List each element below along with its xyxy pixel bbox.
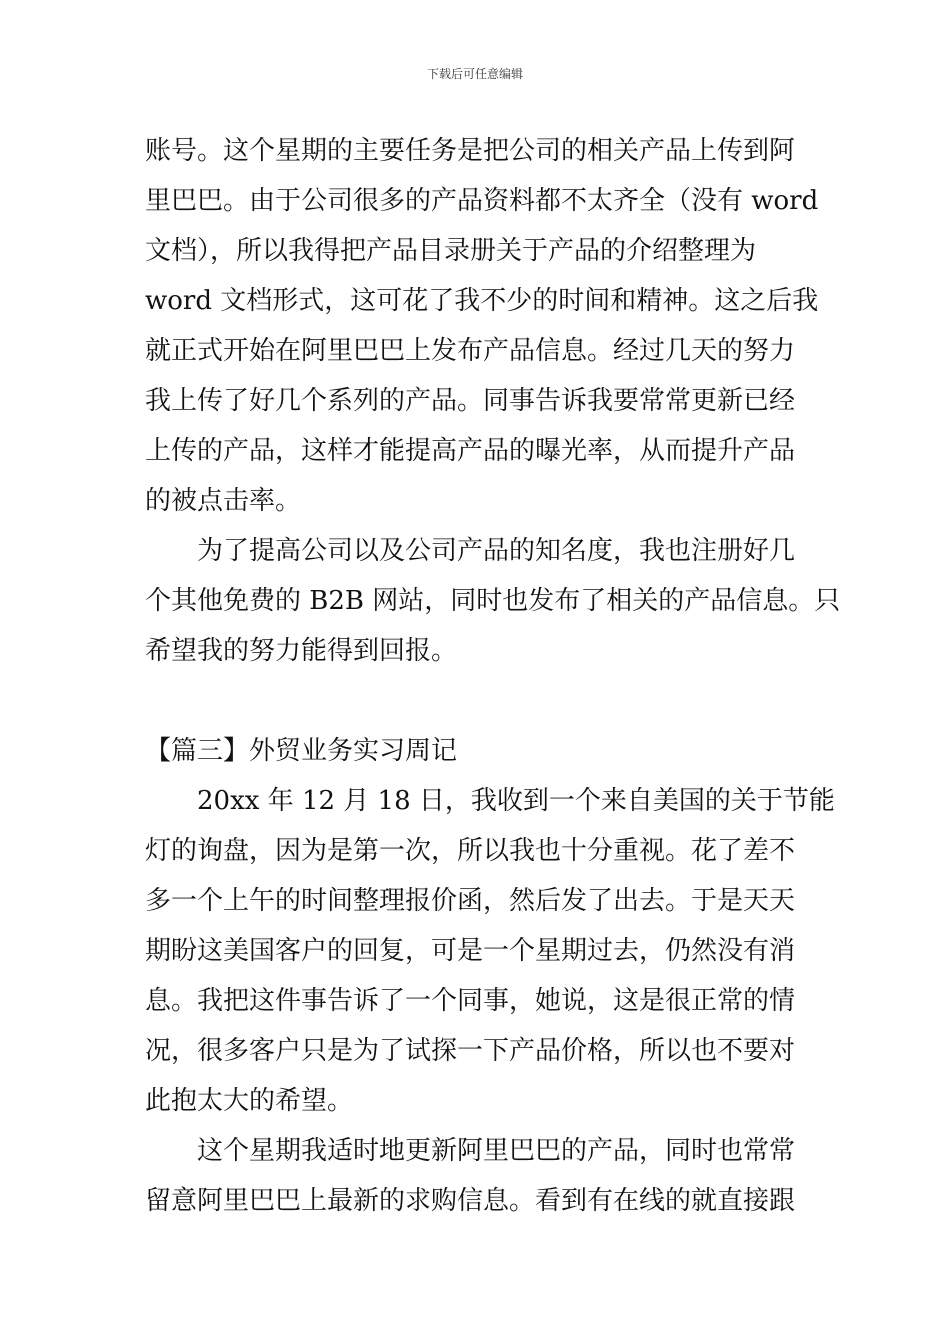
paragraph: [145, 1126, 805, 1226]
paragraph-spacer: [145, 676, 805, 726]
text-line: 况，很多客户只是为了试探一下产品价格，所以也不要对: [145, 1036, 796, 1066]
text-line: 的被点击率。: [145, 486, 302, 516]
page-header: 下载后可任意编辑: [426, 67, 523, 81]
text-line: 留意阿里巴巴上最新的求购信息。看到有在线的就直接跟: [145, 1186, 796, 1216]
text-line: 里巴巴。由于公司很多的产品资料都不太齐全（没有 word: [145, 186, 819, 216]
text-line: 账号。这个星期的主要任务是把公司的相关产品上传到阿: [145, 136, 796, 166]
text-line: 上传的产品，这样才能提高产品的曝光率，从而提升产品: [145, 436, 796, 466]
text-line: 文档），所以我得把产品目录册关于产品的介绍整理为: [145, 236, 757, 266]
paragraph: [145, 776, 835, 1126]
paragraph: [145, 526, 841, 676]
text-line: 灯的询盘，因为是第一次，所以我也十分重视。花了差不: [145, 836, 796, 866]
document-body: [145, 126, 841, 1226]
text-line: 希望我的努力能得到回报。: [145, 636, 458, 666]
text-line: 为了提高公司以及公司产品的知名度，我也注册好几: [197, 536, 796, 566]
text-line: 就正式开始在阿里巴巴上发布产品信息。经过几天的努力: [145, 336, 796, 366]
paragraph: [145, 126, 819, 526]
text-line: 个其他免费的 B2B 网站，同时也发布了相关的产品信息。只: [145, 586, 841, 616]
text-line: 期盼这美国客户的回复，可是一个星期过去，仍然没有消: [145, 936, 796, 966]
text-line: 此抱太大的希望。: [145, 1086, 354, 1116]
text-line: 多一个上午的时间整理报价函，然后发了出去。于是天天: [145, 886, 796, 916]
text-line: 息。我把这件事告诉了一个同事，她说，这是很正常的情: [145, 986, 796, 1016]
text-line: word 文档形式，这可花了我不少的时间和精神。这之后我: [145, 286, 819, 316]
section-title: 【篇三】外贸业务实习周记: [145, 736, 458, 766]
text-line: 这个星期我适时地更新阿里巴巴的产品，同时也常常: [197, 1136, 796, 1166]
text-line: 我上传了好几个系列的产品。同事告诉我要常常更新已经: [145, 386, 796, 416]
text-line: 20xx 年 12 月 18 日，我收到一个来自美国的关于节能: [197, 786, 835, 816]
